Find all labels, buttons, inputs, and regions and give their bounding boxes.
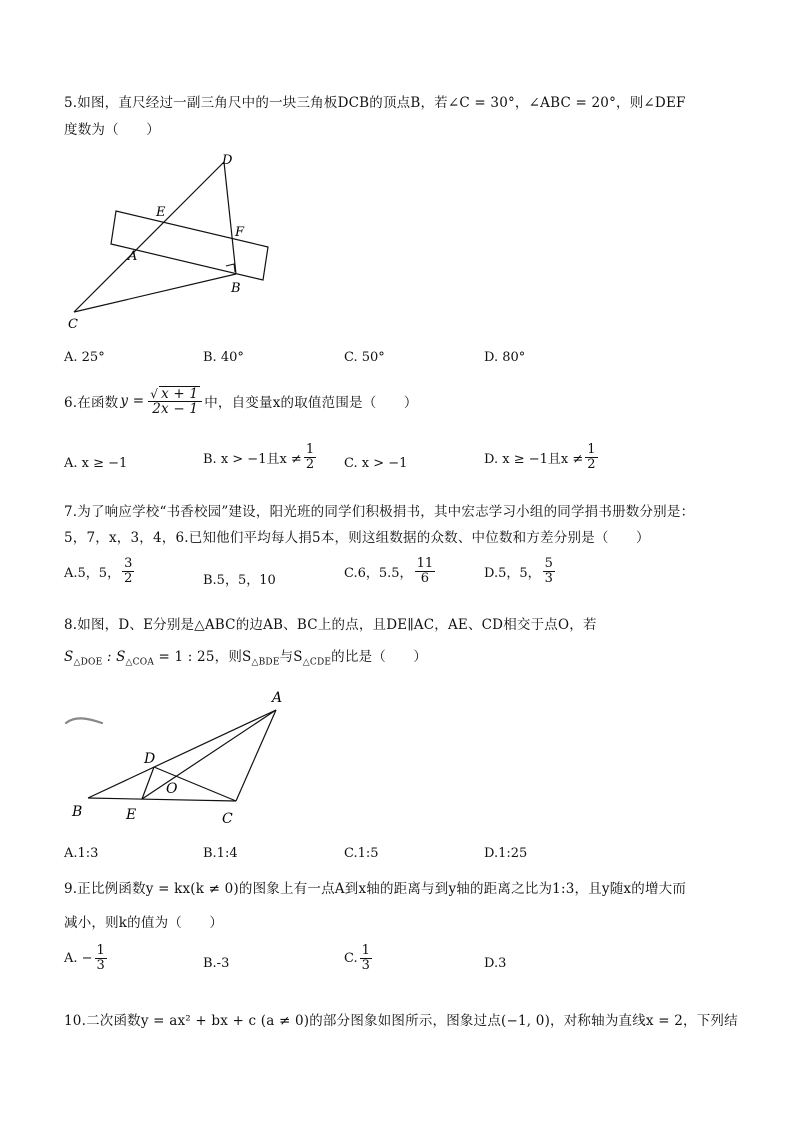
q5-label-b: B (231, 281, 241, 296)
q5-option-b: B. 40° (203, 350, 244, 365)
q7-option-d (484, 557, 557, 585)
q8-stem-line2 (64, 645, 427, 668)
q8-tail: 的比是（ ） (331, 649, 428, 665)
q7-option-c-num: 11 (416, 556, 434, 571)
q8-s1-sub: △DOE (73, 657, 103, 668)
q6-fraction: $\frac{√ x + 1}{2x - 1}$ (148, 386, 202, 416)
q5-option-a: A. 25° (64, 350, 105, 365)
q7-option-a (64, 557, 136, 585)
q6-y: y = (120, 393, 145, 410)
q5-label-e: E (156, 205, 166, 220)
q8-label-b: B (72, 804, 83, 820)
q8-s1: S (64, 649, 74, 665)
q6-option-b-text: B. x > −1且x ≠ (203, 451, 302, 467)
q6-option-d-text: D. x ≥ −1且x ≠ (484, 451, 584, 467)
q9-option-a-den: 3 (96, 957, 105, 973)
q7-option-a-num: 3 (124, 556, 133, 571)
q9-option-c (344, 944, 374, 972)
q9-option-c-text: C. (344, 950, 358, 966)
q9-option-c-den: 3 (361, 957, 370, 973)
q7-option-d-num: 5 (544, 556, 553, 571)
q7-stem-line2: 5，7，x，3，4，6.已知他们平均每人捐5本，则这组数据的众数、中位数和方差分别是（ ） (64, 530, 650, 546)
q7-option-c (344, 557, 437, 585)
q6-option-d-den: 2 (587, 456, 596, 472)
q9-option-d: D.3 (484, 956, 507, 971)
q9-option-c-num: 1 (361, 943, 370, 958)
q5-stem-line2: 度数为（ ） (64, 122, 160, 138)
q5-label-f: F (235, 225, 245, 240)
q6-option-b (203, 443, 318, 471)
q8-option-a: A.1:3 (64, 846, 99, 861)
q6-stem (64, 386, 418, 416)
q6-option-c: C. x > −1 (344, 456, 408, 471)
q5-label-a: A (128, 249, 138, 264)
q8-label-o: O (166, 781, 178, 797)
q6-option-b-num: 1 (305, 442, 315, 457)
q8-label-c: C (222, 811, 233, 827)
q8-s2-sub: △COA (125, 657, 155, 668)
q10-stem-line1: 10.二次函数y = ax² + bx + c (a ≠ 0)的部分图象如图所示，图象过点(−1, 0)，对称轴为直线x = 2，下列结 (64, 1013, 738, 1029)
q5-edge-dc (74, 162, 224, 312)
q9-option-a-fraction (95, 944, 107, 972)
q6-option-b-fraction (304, 443, 316, 471)
q8-s3-sub: △BDE (251, 657, 280, 668)
q5-label-c: C (68, 317, 78, 332)
q6-option-d-num: 1 (587, 442, 596, 457)
q5-edge-cb (74, 274, 236, 312)
q8-option-d: D.1:25 (484, 846, 528, 861)
q8-edge-ab (88, 710, 276, 798)
q8-edge-bc (88, 798, 236, 801)
q7-option-a-fraction (122, 557, 134, 585)
q6-prefix: 6.在函数 (64, 395, 119, 412)
q5-ruler (111, 211, 268, 280)
q6-suffix: 中，自变量x的取值范围是（ ） (204, 395, 418, 412)
q9-option-b: B.-3 (203, 956, 230, 971)
q8-option-b: B.1:4 (203, 846, 238, 861)
q8-stem-line1: 8.如图，D、E分别是△ABC的边AB、BC上的点，且DE∥AC，AE、CD相交于点O，若 (64, 617, 597, 633)
q8-option-c: C.1:5 (344, 846, 379, 861)
q5-right-angle-mark (226, 264, 235, 272)
q8-ratio: = 1 : 25，则S (154, 649, 252, 665)
q8-label-e: E (126, 807, 137, 823)
q6-option-d (484, 443, 600, 471)
q7-stem-line1: 7.为了响应学校“书香校园”建设，阳光班的同学们积极捐书，其中宏志学习小组的同学捐书册数分别是： (64, 504, 695, 520)
q8-with: 与S (279, 649, 303, 665)
q6-option-b-den: 2 (305, 456, 315, 472)
q5-option-c: C. 50° (344, 350, 385, 365)
q5-option-d: D. 80° (484, 350, 526, 365)
q9-option-a-num: 1 (96, 943, 105, 958)
q7-option-d-den: 3 (544, 570, 553, 586)
q9-stem-line1: 9.正比例函数y = kx(k ≠ 0)的图象上有一点A到x轴的距离与到y轴的距离之比为1:3，且y随x的增大而 (64, 881, 687, 897)
q8-smudge (66, 718, 102, 723)
q8-s4-sub: △CDE (302, 657, 332, 668)
q6-numerator: x + 1 (161, 386, 199, 402)
q7-option-d-text: D.5，5， (484, 565, 541, 581)
q6-option-d-fraction (585, 443, 597, 471)
q8-label-a: A (272, 690, 283, 706)
q9-option-a-text: A. − (64, 950, 93, 966)
q7-option-c-fraction (415, 557, 436, 585)
q8-figure (60, 685, 300, 835)
q7-option-d-fraction (543, 557, 555, 585)
q7-option-a-den: 2 (124, 570, 133, 586)
q9-stem-line2: 减小，则k的值为（ ） (64, 915, 224, 931)
q7-option-a-text: A.5，5， (64, 565, 121, 581)
q5-label-d: D (222, 153, 233, 168)
q5-edge-db (224, 162, 236, 274)
q7-option-b: B.5，5，10 (203, 573, 276, 588)
q6-option-a: A. x ≥ −1 (64, 456, 128, 471)
q5-figure (60, 150, 280, 335)
q9-option-a (64, 944, 109, 972)
q7-option-c-den: 6 (420, 570, 429, 586)
q8-s2: : S (102, 649, 126, 665)
q9-option-c-fraction (360, 944, 372, 972)
q7-option-c-text: C.6，5.5， (344, 565, 413, 581)
q6-denominator: 2x − 1 (152, 401, 199, 418)
q8-label-d: D (144, 751, 156, 767)
q5-stem-line1: 5.如图，直尺经过一副三角尺中的一块三角板DCB的顶点B，若∠C = 30°，∠ABC = 20°，则∠DEF (64, 95, 686, 111)
